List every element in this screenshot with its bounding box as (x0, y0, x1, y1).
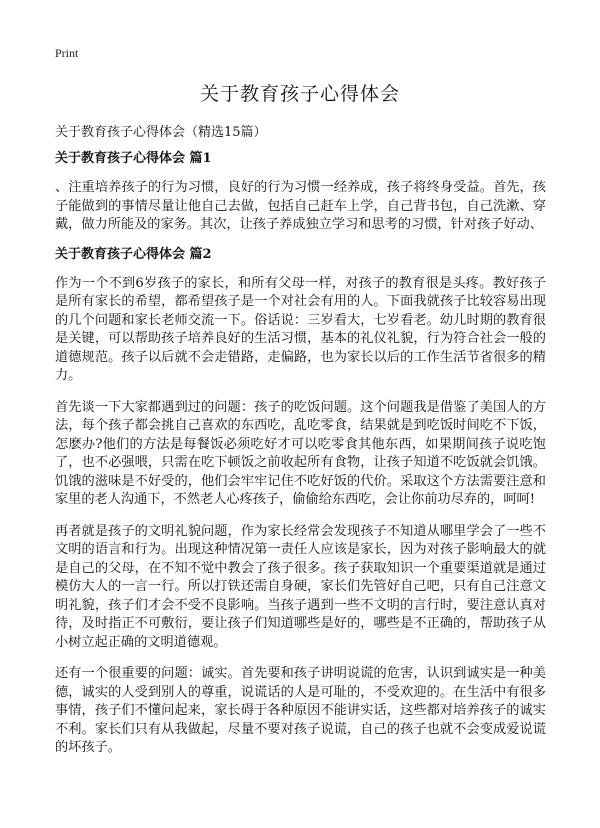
section-gap (55, 235, 546, 246)
page-title: 关于教育孩子心得体会 (199, 83, 400, 105)
print-link[interactable]: Print (55, 46, 79, 60)
section-heading: 关于教育孩子心得体会 篇2 (55, 246, 212, 262)
paragraph: 首先谈一下大家都遇到过的问题：孩子的吃饭问题。这个问题我是借鉴了美国人的方法，每个孩子都会挑自己喜欢的东西吃，乱吃零食，结果就是到吃饭时间吃不下饭，怎麽办?他们的方法是每餐饭必须吃好才可以吃零食其他东西，如果期间孩子说吃饱了，也不必强喂，只需在吃下顿饭之前收起所有食物，让孩子知道不吃饭就会饥饿。饥饿的滋味是不好受的，他们会牢牢记住不吃好饭的代价。采取这个方法需要注意和家里的老人沟通下，不然老人心疼孩子，偷偷给东西吃，会让你前功尽弃的，呵呵! (55, 399, 546, 507)
section-2 (55, 246, 546, 758)
paragraph: 、注重培养孩子的行为习惯，良好的行为习惯一经养成，孩子将终身受益。首先，孩子能做到的事情尽量让他自己去做，包括自己赶车上学，自己背书包，自己洗漱、穿戴，做力所能及的家务。其次，让孩子养成独立学习和思考的习惯，针对孩子好动、 (55, 180, 546, 232)
paragraph: 再者就是孩子的文明礼貌问题，作为家长经常会发现孩子不知道从哪里学会了一些不文明的语言和行为。出现这种情况第一责任人应该是家长，因为对孩子影响最大的就是自己的父母，在不知不觉中教会了孩子很多。孩子获取知识一个重要渠道就是通过模仿大人的一言一行。所以打铁还需自身硬，家长们先管好自己吧，只有自己注意文明礼貌，孩子们才会不受不良影响。当孩子遇到一些不文明的言行时，要注意认真对待，及时指正不可敷衍，要让孩子们知道哪些是好的，哪些是不正确的，帮助孩子从小树立起正确的文明道德观。 (55, 523, 546, 650)
section-heading: 关于教育孩子心得体会 篇1 (55, 151, 212, 166)
document-subtitle: 关于教育孩子心得体会（精选15篇） (55, 125, 267, 140)
paragraph: 作为一个不到6岁孩子的家长，和所有父母一样，对孩子的教育很是头疼。教好孩子是所有家长的希望，都希望孩子是一个对社会有用的人。下面我就孩子比较容易出现的几个问题和家长老师交流一下。俗话说：三岁看大，七岁看老。幼儿时期的教育很是关键，可以帮助孩子培养良好的生活习惯，基本的礼仪礼貌，行为符合社会一般的道德规范。孩子以后就不会走错路，走偏路，也为家长以后的工作生活节省很多的精力。 (55, 275, 546, 383)
document-content (55, 150, 546, 771)
paragraph: 还有一个很重要的问题：诚实。首先要和孩子讲明说谎的危害，认识到诚实是一种美德，诚实的人受到别人的尊重，说谎话的人是可耻的，不受欢迎的。在生活中有很多事情，孩子们不懂问起来，家长碍于各种原因不能讲实话，这些都对培养孩子的诚实不利。家长们只有从我做起，尽量不要对孩子说谎，自己的孩子也就不会变成爱说谎的坏孩子。 (55, 666, 546, 755)
section-1 (55, 150, 546, 235)
